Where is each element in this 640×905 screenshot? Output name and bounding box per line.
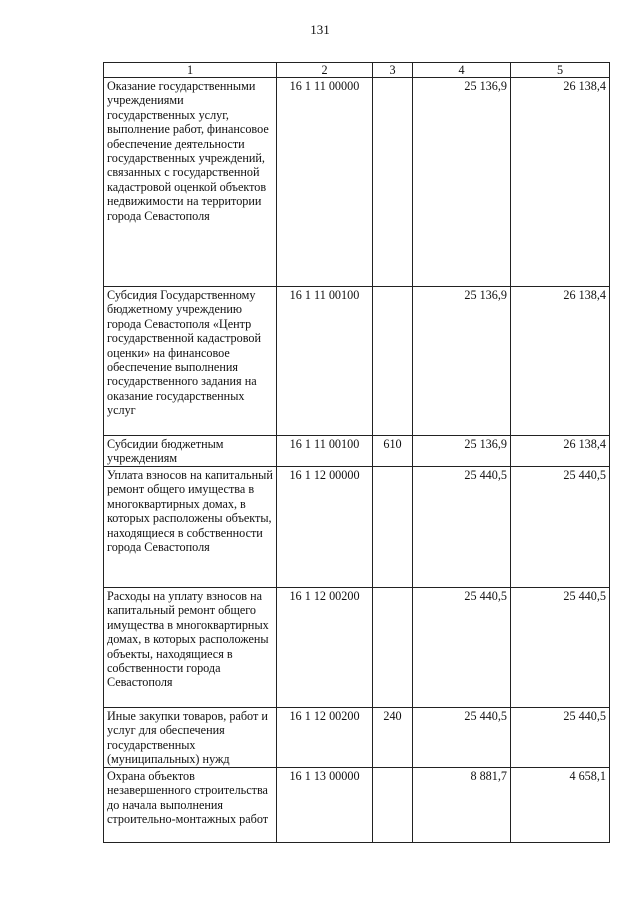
row-value-a: 25 440,5	[413, 708, 511, 768]
row-code: 16 1 11 00100	[277, 436, 373, 467]
row-type	[373, 768, 413, 843]
row-name: Субсидии бюджетным учреждениям	[104, 436, 277, 467]
row-type: 240	[373, 708, 413, 768]
header-row	[104, 63, 610, 78]
row-value-a: 25 136,9	[413, 436, 511, 467]
row-code: 16 1 12 00000	[277, 467, 373, 588]
row-code: 16 1 11 00000	[277, 78, 373, 287]
table-row	[104, 467, 610, 588]
row-type	[373, 588, 413, 708]
page-number: 131	[310, 22, 330, 37]
row-name: Расходы на уплату взносов на капитальный ремонт общего имущества в многоквартирных домах, в которых расположены объекты, находящиеся в собственности города Севастополя	[104, 588, 277, 708]
row-value-a: 25 440,5	[413, 467, 511, 588]
row-code: 16 1 13 00000	[277, 768, 373, 843]
row-value-b: 4 658,1	[511, 768, 610, 843]
row-name: Охрана объектов незавершенного строительства до начала выполнения строительно-монтажных работ	[104, 768, 277, 843]
row-value-b: 26 138,4	[511, 287, 610, 436]
row-value-a: 8 881,7	[413, 768, 511, 843]
table-body	[104, 78, 610, 843]
row-type	[373, 287, 413, 436]
header-col-4: 4	[413, 63, 511, 78]
row-code: 16 1 12 00200	[277, 588, 373, 708]
table-row	[104, 768, 610, 843]
row-code: 16 1 11 00100	[277, 287, 373, 436]
table-row	[104, 588, 610, 708]
row-name: Оказание государственными учреждениями государственных услуг, выполнение работ, финансовое обеспечение деятельности государственных учреждений, связанных с государственной кадастровой оценкой объектов недвижимости на территории города Севастополя	[104, 78, 277, 287]
table-row	[104, 78, 610, 287]
table-row	[104, 708, 610, 768]
row-value-b: 25 440,5	[511, 467, 610, 588]
row-name: Иные закупки товаров, работ и услуг для обеспечения государственных (муниципальных) нужд	[104, 708, 277, 768]
header-col-2: 2	[277, 63, 373, 78]
row-value-a: 25 136,9	[413, 287, 511, 436]
row-name: Субсидия Государственному бюджетному учреждению города Севастополя «Центр государственной кадастровой оценки» на финансовое обеспечение выполнения государственного задания на оказание государственных услуг	[104, 287, 277, 436]
header-col-5: 5	[511, 63, 610, 78]
row-value-a: 25 136,9	[413, 78, 511, 287]
row-value-b: 26 138,4	[511, 436, 610, 467]
table-row	[104, 287, 610, 436]
row-code: 16 1 12 00200	[277, 708, 373, 768]
row-value-b: 25 440,5	[511, 588, 610, 708]
header-col-3: 3	[373, 63, 413, 78]
table-row	[104, 436, 610, 467]
budget-table	[103, 62, 610, 843]
header-col-1: 1	[104, 63, 277, 78]
row-value-b: 25 440,5	[511, 708, 610, 768]
row-value-b: 26 138,4	[511, 78, 610, 287]
row-value-a: 25 440,5	[413, 588, 511, 708]
table-header	[104, 63, 610, 78]
row-type	[373, 78, 413, 287]
row-type: 610	[373, 436, 413, 467]
row-name: Уплата взносов на капитальный ремонт общего имущества в многоквартирных домах, в которых расположены объекты, находящиеся в собственности города Севастополя	[104, 467, 277, 588]
row-type	[373, 467, 413, 588]
